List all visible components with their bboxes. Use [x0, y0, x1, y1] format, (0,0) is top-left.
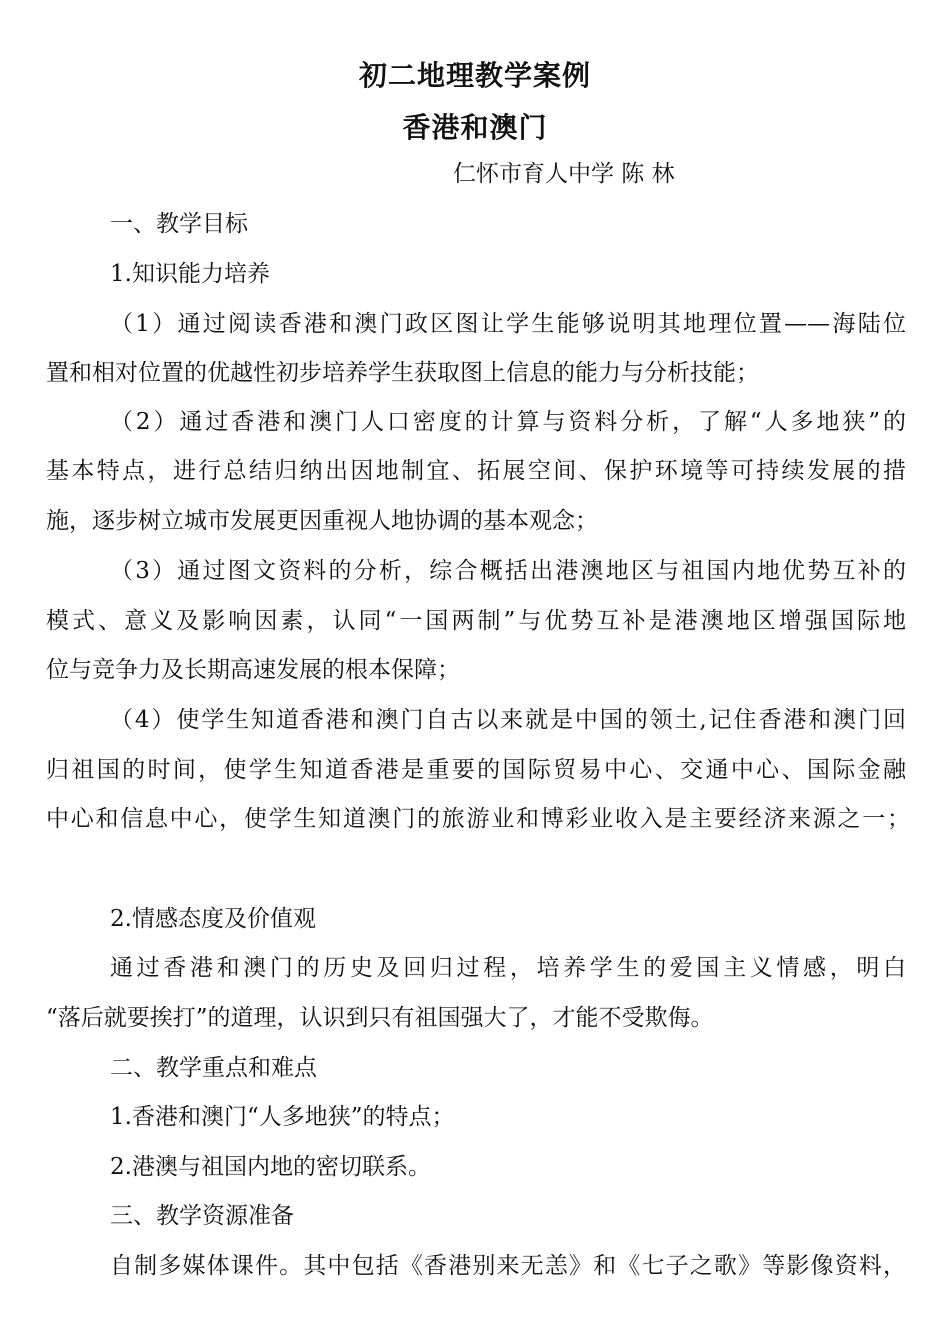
paragraph-2-line-2: 基本特点，进行总结归纳出因地制宜、拓展空间、保护环境等可持续发展的措: [46, 458, 906, 484]
author-line: 仁怀市育人中学 陈 林: [453, 161, 675, 187]
paragraph-3-line-3: 位与竞争力及长期高速发展的根本保障；: [46, 657, 460, 683]
paragraph-1-line-2: 置和相对位置的优越性初步培养学生获取图上信息的能力与分析技能；: [46, 360, 759, 386]
key-point-1: 1.香港和澳门“人多地狭”的特点；: [110, 1104, 455, 1130]
paragraph-4-line-3: 中心和信息中心，使学生知道澳门的旅游业和博彩业收入是主要经济来源之一；: [46, 806, 910, 832]
paragraph-4-line-2: 归祖国的时间，使学生知道香港是重要的国际贸易中心、交通中心、国际金融: [46, 757, 906, 783]
paragraph-2-line-3: 施，逐步树立城市发展更因重视人地协调的基本观念；: [46, 508, 598, 534]
subheading-attitude: 2.情感态度及价值观: [110, 906, 316, 932]
document-subtitle: 香港和澳门: [402, 111, 548, 144]
paragraph-3-line-2: 模式、意义及影响因素，认同“一国两制”与优势互补是港澳地区增强国际地: [46, 608, 906, 634]
section-heading-objectives: 一、教学目标: [110, 211, 248, 237]
paragraph-5-line-2: “落后就要挨打”的道理，认识到只有祖国强大了，才能不受欺侮。: [46, 1005, 714, 1031]
section-heading-resources: 三、教学资源准备: [110, 1203, 294, 1229]
paragraph-3-line-1: （3）通过图文资料的分析，综合概括出港澳地区与祖国内地优势互补的: [110, 558, 906, 584]
paragraph-1-line-1: （1）通过阅读香港和澳门政区图让学生能够说明其地理位置——海陆位: [110, 311, 906, 337]
subheading-knowledge: 1.知识能力培养: [110, 261, 270, 287]
key-point-2: 2.港澳与祖国内地的密切联系。: [110, 1154, 431, 1180]
paragraph-2-line-1: （2）通过香港和澳门人口密度的计算与资料分析，了解“人多地狭”的: [110, 409, 906, 435]
paragraph-5-line-1: 通过香港和澳门的历史及回归过程，培养学生的爱国主义情感，明白: [110, 955, 906, 981]
document-title: 初二地理教学案例: [358, 59, 591, 92]
paragraph-6-line-1: 自制多媒体课件。其中包括《香港别来无恙》和《七子之歌》等影像资料，: [110, 1253, 906, 1279]
paragraph-4-line-1: （4）使学生知道香港和澳门自古以来就是中国的领土,记住香港和澳门回: [110, 707, 906, 733]
section-heading-key-points: 二、教学重点和难点: [110, 1055, 317, 1081]
